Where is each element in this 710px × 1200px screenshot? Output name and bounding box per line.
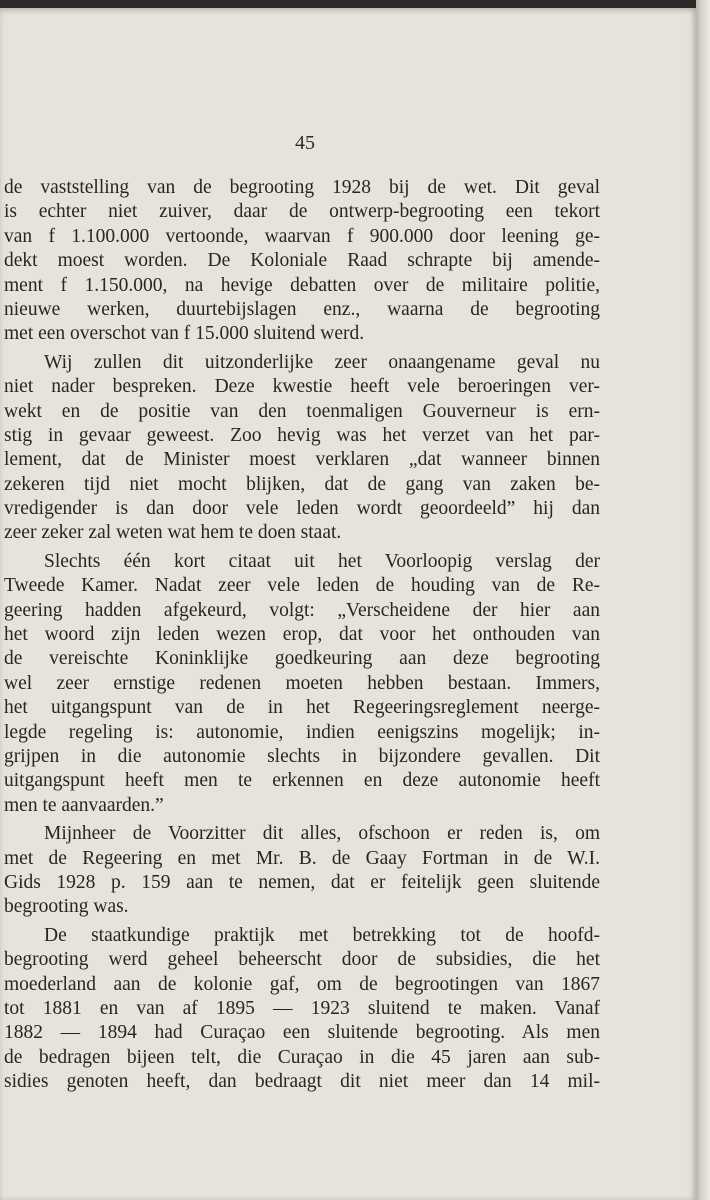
text-line: de bedragen bijeen telt, die Curaçao in die 45 jaren aan sub- <box>4 1046 600 1068</box>
text-line: nieuwe werken, duurtebijslagen enz., waarna de begrooting <box>4 298 600 320</box>
text-line: dekt moest worden. De Koloniale Raad schrapte bij amende- <box>4 250 600 272</box>
text-line: de vereischte Koninklijke goedkeuring aan deze begrooting <box>4 648 600 670</box>
text-line: begrooting werd geheel beheerscht door de subsidies, die het <box>4 949 600 971</box>
text-line: begrooting was. <box>4 896 129 918</box>
text-line: wel zeer ernstige redenen moeten hebben bestaan. Immers, <box>4 672 600 694</box>
paragraph <box>4 550 600 818</box>
text-line: zeer zeker zal weten wat hem te doen staat. <box>4 522 342 544</box>
text-line: De staatkundige praktijk met betrekking tot de hoofd- <box>44 924 600 946</box>
text-line: legde regeling is: autonomie, indien eenigszins mogelijk; in- <box>4 721 600 743</box>
text-line: men te aanvaarden.” <box>4 794 164 816</box>
text-line: van f 1.100.000 vertoonde, waarvan f 900.000 door leening ge- <box>4 225 600 247</box>
text-line: Slechts één kort citaat uit het Voorloopig verslag der <box>44 550 600 572</box>
text-line: met een overschot van f 15.000 sluitend werd. <box>4 323 365 345</box>
paragraph <box>4 176 600 347</box>
paragraph <box>4 351 600 546</box>
text-line: het woord zijn leden wezen erop, dat voor het onthouden van <box>4 624 600 646</box>
text-line: vredigender is dan door vele leden wordt geoordeeld” hij dan <box>4 498 600 520</box>
text-line: is echter niet zuiver, daar de ontwerp-begrooting een tekort <box>4 201 600 223</box>
text-line: wekt en de positie van den toenmaligen Gouverneur is ern- <box>4 400 600 422</box>
text-line: Tweede Kamer. Nadat zeer vele leden de houding van de Re- <box>4 575 600 597</box>
text-line: lement, dat de Minister moest verklaren „dat wanneer binnen <box>4 449 600 471</box>
page-number: 45 <box>295 132 315 154</box>
text-line: 1882 — 1894 had Curaçao een sluitende begrooting. Als men <box>4 1022 600 1044</box>
text-line: tot 1881 en van af 1895 — 1923 sluitend te maken. Vanaf <box>4 997 600 1019</box>
text-line: uitgangspunt heeft men te erkennen en deze autonomie heeft <box>4 770 600 792</box>
text-line: Gids 1928 p. 159 aan te nemen, dat er feitelijk geen sluitende <box>4 871 600 893</box>
text-line: sidies genoten heeft, dan bedraagt dit niet meer dan 14 mil- <box>4 1071 600 1093</box>
paragraph <box>4 822 600 920</box>
text-line: niet nader bespreken. Deze kwestie heeft vele beroeringen ver- <box>4 376 600 398</box>
text-line: Mijnheer de Voorzitter dit alles, ofschoon er reden is, om <box>44 823 600 845</box>
text-line: grijpen in die autonomie slechts in bijzondere gevallen. Dit <box>4 745 600 767</box>
text-line: het uitgangspunt van de in het Regeeringsreglement neerge- <box>4 697 600 719</box>
text-line: ment f 1.150.000, na hevige debatten over de militaire politie, <box>4 274 600 296</box>
page-edge <box>696 0 710 1200</box>
text-line: met de Regeering en met Mr. B. de Gaay Fortman in de W.I. <box>4 847 600 869</box>
body-text <box>4 176 600 1094</box>
text-line: de vaststelling van de begrooting 1928 bij de wet. Dit geval <box>4 177 600 198</box>
text-line: moederland aan de kolonie gaf, om de begrootingen van 1867 <box>4 973 600 995</box>
text-line: stig in gevaar geweest. Zoo hevig was het verzet van het par- <box>4 424 600 446</box>
text-line: geering hadden afgekeurd, volgt: „Verscheidene der hier aan <box>4 599 600 621</box>
paragraph <box>4 924 600 1095</box>
text-line: Wij zullen dit uitzonderlijke zeer onaangename geval nu <box>44 351 600 373</box>
text-line: zekeren tijd niet mocht blijken, dat de gang van zaken be- <box>4 473 600 495</box>
